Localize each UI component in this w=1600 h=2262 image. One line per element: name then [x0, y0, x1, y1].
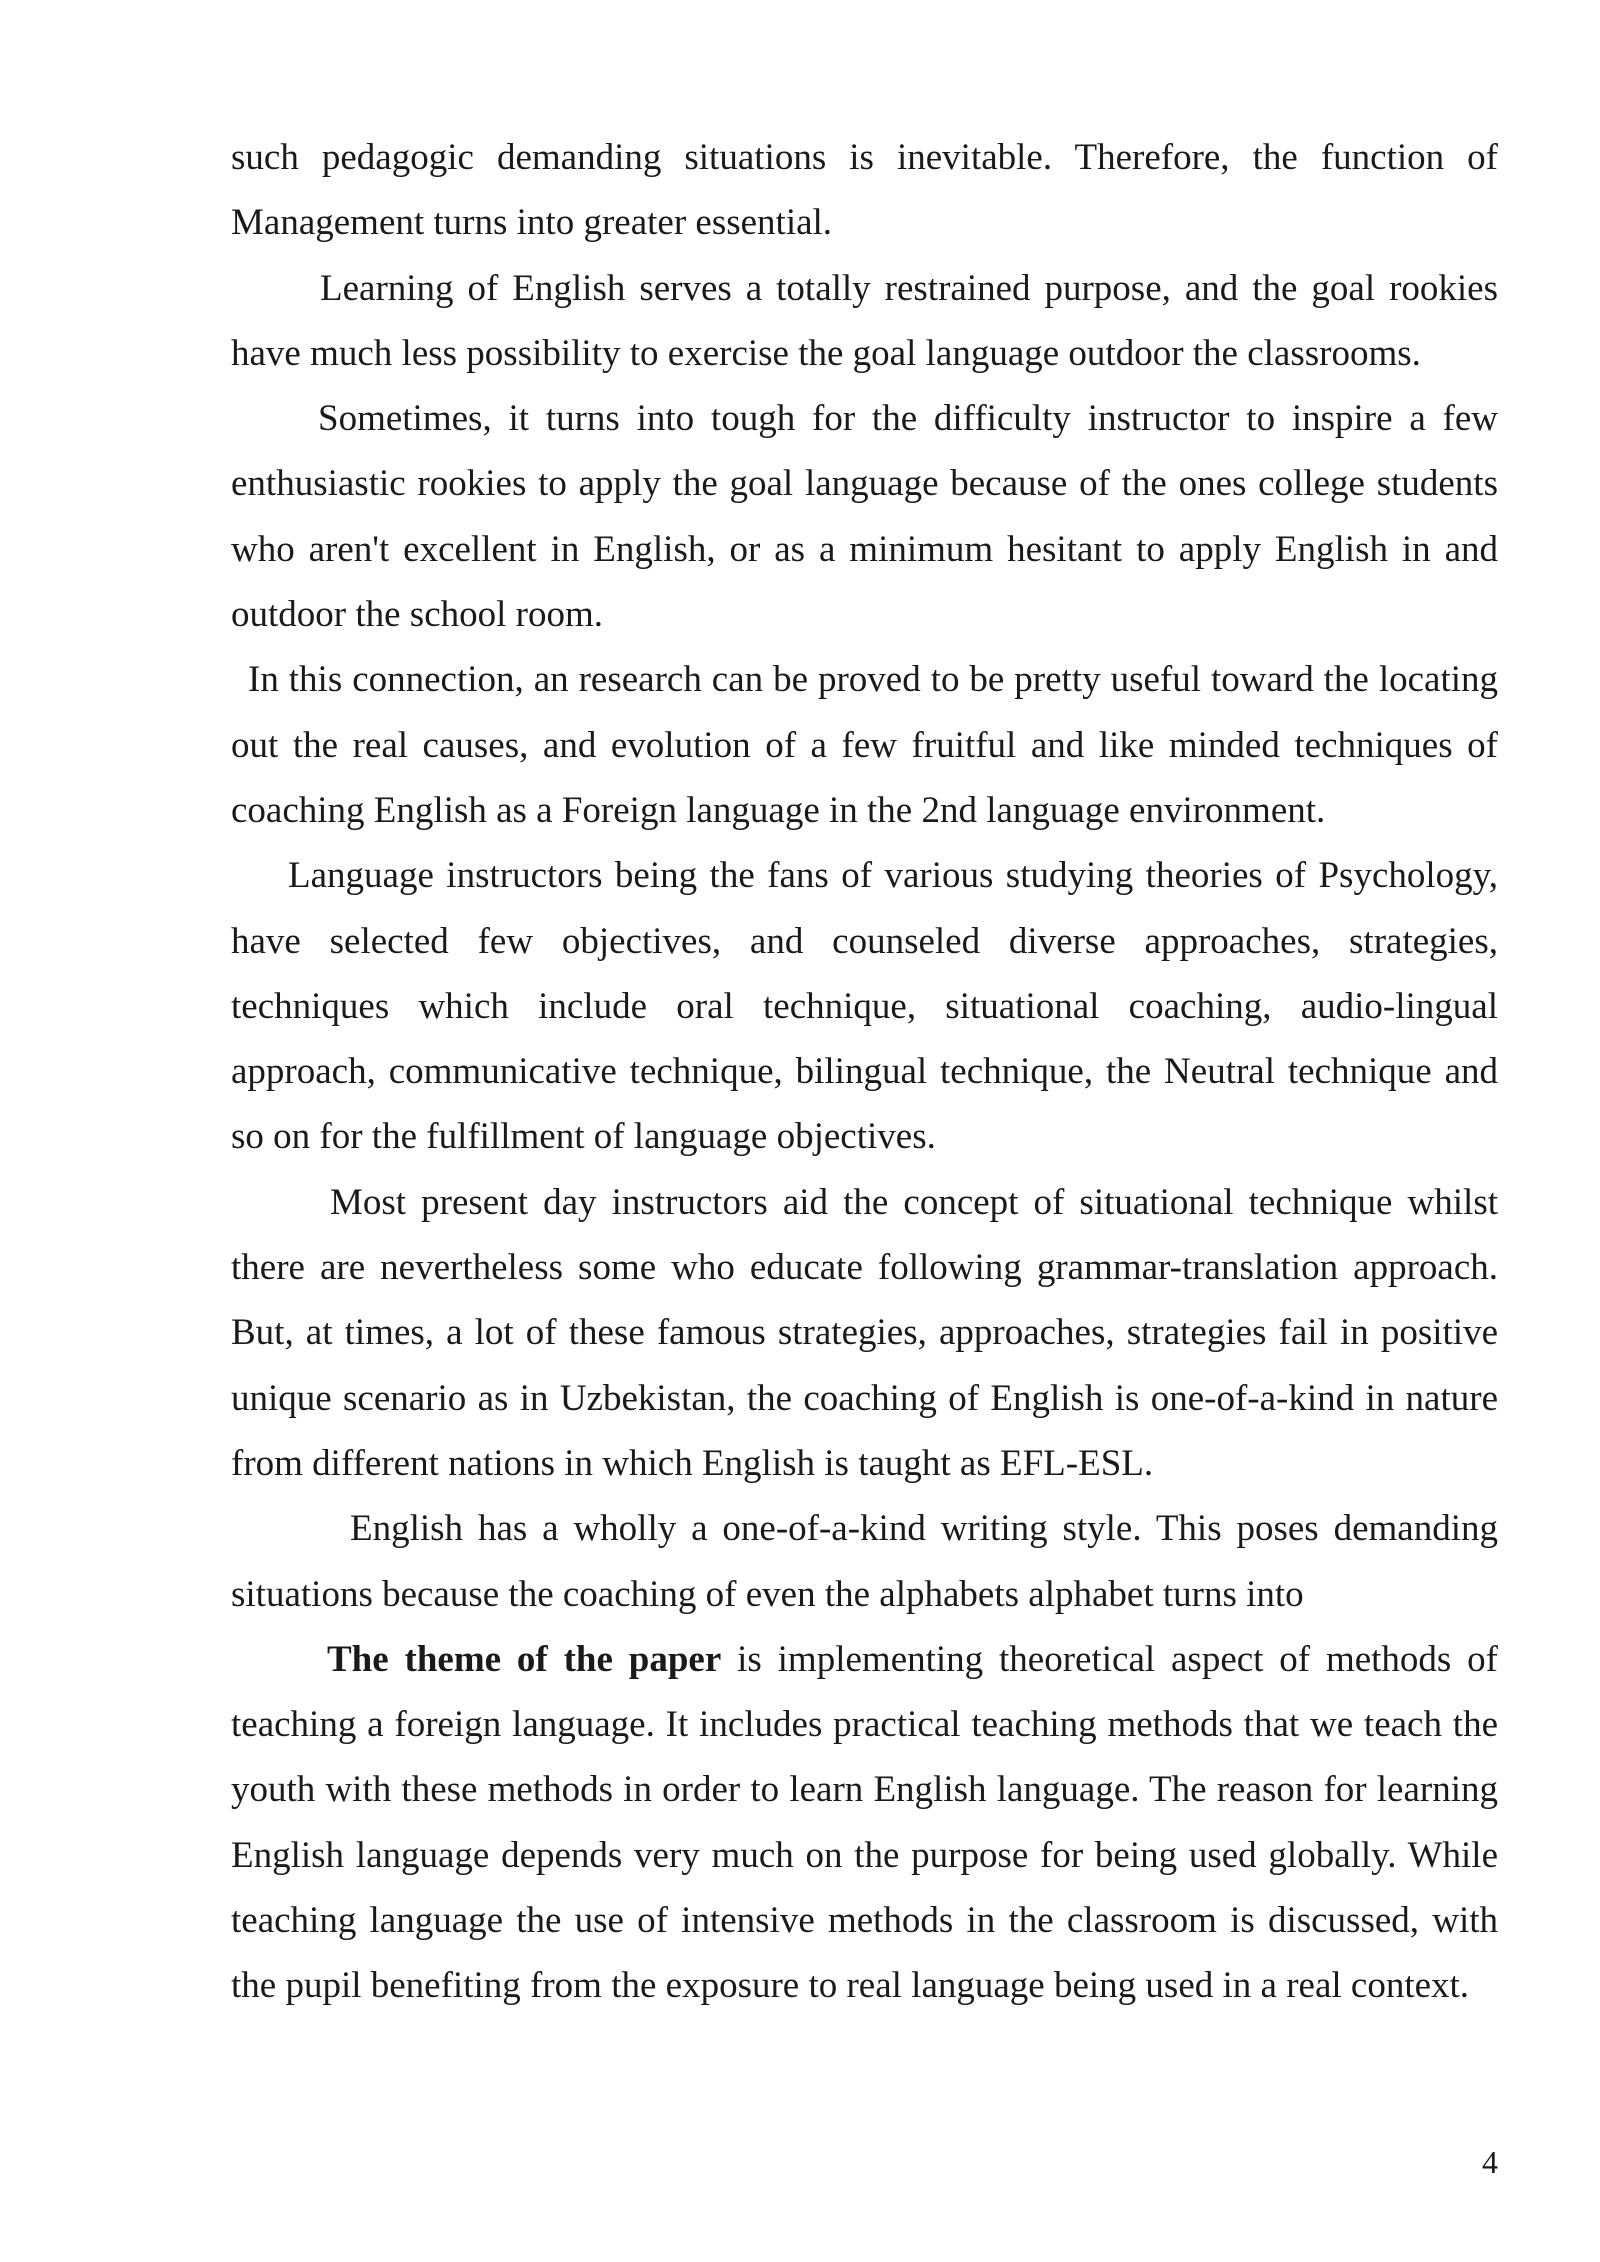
paragraph-3: Sometimes, it turns into tough for the difficulty instructor to inspire a few enthusiastic rookies to apply the goal language because of the ones college students who aren't excellent in English, or as a minimum hesitant to apply English in and outdoor the school room. — [231, 398, 1498, 636]
paragraph-8 — [231, 1627, 1498, 2019]
paragraph-1: such pedagogic demanding situations is inevitable. Therefore, the function of Management turns into greater essential. — [231, 137, 1498, 244]
paragraph-4: In this connection, an research can be proved to be pretty useful toward the locating out the real causes, and evolution of a few fruitful and like minded techniques of coaching English as a Foreign language in the 2nd language environment. — [231, 659, 1498, 831]
page-number: 4 — [1482, 2144, 1498, 2180]
paper-theme-heading: The theme of the paper — [327, 1638, 722, 1680]
paragraph-5: Language instructors being the fans of various studying theories of Psychology, have selected few objectives, and counseled diverse approaches, strategies, techniques which include oral technique, situational coaching, audio-lingual approach, communicative technique, bilingual technique, the Neutral technique and so on for the fulfillment of language objectives. — [231, 855, 1498, 1158]
body-text — [231, 125, 1498, 2019]
paragraph-7: English has a wholly a one-of-a-kind writing style. This poses demanding situations because the coaching of even the alphabets alphabet turns into — [231, 1508, 1498, 1615]
paper-theme-text: is implementing theoretical aspect of methods of teaching a foreign language. It includes practical teaching methods that we teach the youth with these methods in order to learn English language. The reason for learning English language depends very much on the purpose for being used globally. While teaching language the use of intensive methods in the classroom is discussed, with the pupil benefiting from the exposure to real language being used in a real context. — [231, 1638, 1498, 2007]
paragraph-6: Most present day instructors aid the concept of situational technique whilst there are nevertheless some who educate following grammar-translation approach. But, at times, a lot of these famous strategies, approaches, strategies fail in positive unique scenario as in Uzbekistan, the coaching of English is one-of-a-kind in nature from different nations in which English is taught as EFL-ESL. — [231, 1181, 1498, 1484]
paragraph-2: Learning of English serves a totally restrained purpose, and the goal rookies have much less possibility to exercise the goal language outdoor the classrooms. — [231, 267, 1498, 374]
